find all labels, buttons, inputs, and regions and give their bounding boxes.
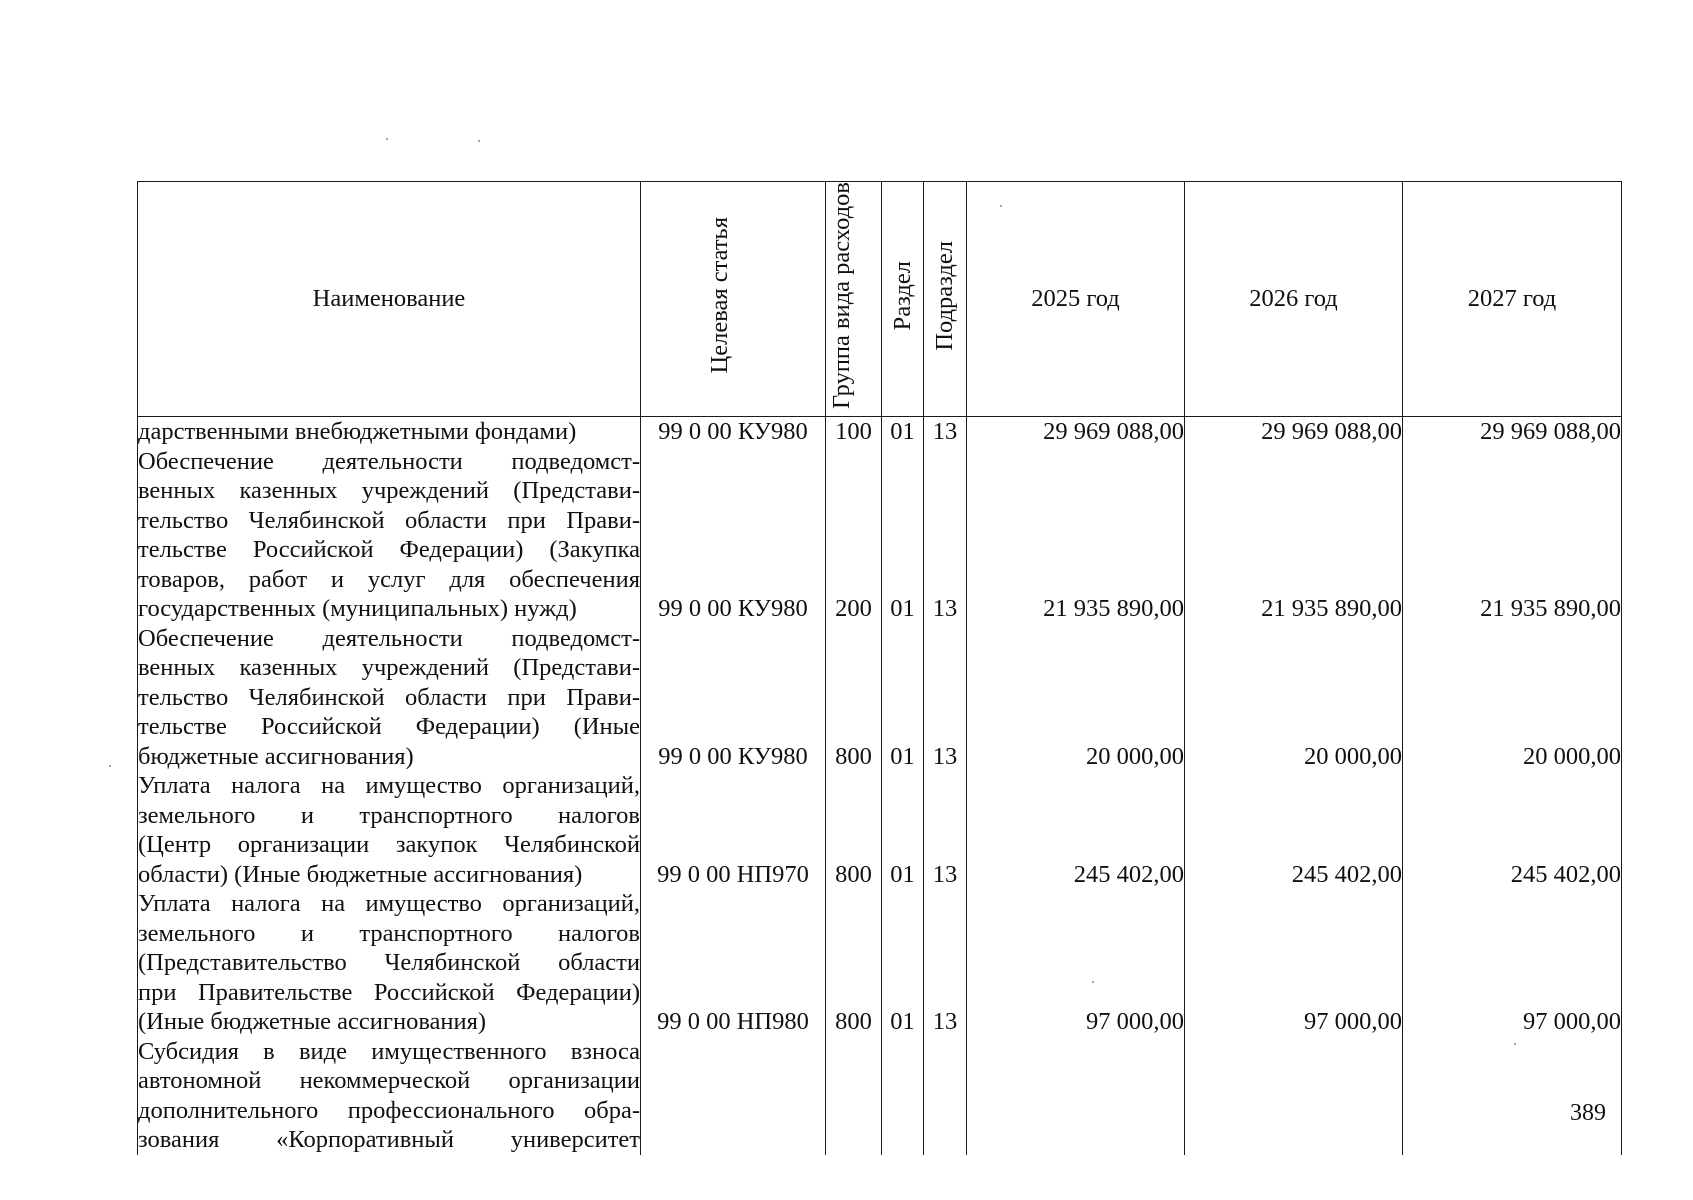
row-name-line: области) (Иные бюджетные ассигнования) (138, 860, 583, 888)
row-amount-2025: 29 969 088,00 (967, 417, 1185, 447)
row-amount-2026: 97 000,00 (1185, 889, 1403, 1037)
row-section: 01 (882, 447, 924, 624)
header-year-2025: 2025 год (967, 182, 1185, 417)
row-subsection (924, 1037, 967, 1155)
row-amount-2025: 245 402,00 (967, 771, 1185, 889)
row-name-line: венных казенных учреждений (Представи- (138, 477, 640, 505)
header-year-2027: 2027 год (1403, 182, 1622, 417)
row-expense-group (826, 1037, 882, 1155)
row-name-line: венных казенных учреждений (Представи- (138, 654, 640, 682)
scan-speck (478, 140, 480, 142)
header-target-article: Целевая статья (641, 182, 826, 417)
budget-table (137, 181, 1622, 1155)
header-subsection: Подраздел (924, 182, 967, 417)
row-amount-2025: 21 935 890,00 (967, 447, 1185, 624)
row-amount-2026 (1185, 1037, 1403, 1155)
row-name-line: при Правительстве Российской Федерации) (138, 978, 640, 1006)
header-year-2026: 2026 год (1185, 182, 1403, 417)
row-subsection: 13 (924, 624, 967, 772)
row-expense-group: 800 (826, 624, 882, 772)
row-amount-2025: 97 000,00 (967, 889, 1185, 1037)
row-target-article: 99 0 00 НП980 (641, 889, 826, 1037)
row-name-line: земельного и транспортного налогов (138, 919, 640, 947)
header-expense-group: Группа вида расходов (826, 182, 882, 417)
table-row (138, 771, 1622, 889)
table-row (138, 624, 1622, 772)
row-name-line: товаров, работ и услуг для обеспечения (138, 565, 640, 593)
row-section: 01 (882, 889, 924, 1037)
row-expense-group: 800 (826, 889, 882, 1037)
header-name: Наименование (138, 182, 641, 417)
row-amount-2025: 20 000,00 (967, 624, 1185, 772)
row-name-line: Обеспечение деятельности подведомст- (138, 447, 640, 475)
row-name (138, 889, 641, 1037)
row-name (138, 1037, 641, 1155)
row-name-line: Субсидия в виде имущественного взноса (138, 1037, 640, 1065)
row-amount-2027: 20 000,00 (1403, 624, 1622, 772)
row-section: 01 (882, 771, 924, 889)
row-amount-2027: 245 402,00 (1403, 771, 1622, 889)
row-target-article (641, 1037, 826, 1155)
row-name-line: Уплата налога на имущество организаций, (138, 772, 640, 800)
row-name-line: государственных (муниципальных) нужд) (138, 595, 577, 623)
row-name-line: Обеспечение деятельности подведомст- (138, 624, 640, 652)
row-name (138, 624, 641, 772)
row-name (138, 447, 641, 624)
row-name-line: зования «Корпоративный университет (138, 1126, 640, 1154)
row-section (882, 1037, 924, 1155)
row-name-line: тельстве Российской Федерации) (Иные (138, 713, 640, 741)
row-name (138, 417, 641, 447)
row-subsection: 13 (924, 889, 967, 1037)
row-amount-2027: 21 935 890,00 (1403, 447, 1622, 624)
row-name-line: тельство Челябинской области при Прави- (138, 506, 640, 534)
table-row (138, 1037, 1622, 1155)
row-name-line: (Иные бюджетные ассигнования) (138, 1008, 487, 1036)
row-amount-2027: 97 000,00 (1403, 889, 1622, 1037)
row-name (138, 771, 641, 889)
row-amount-2026: 20 000,00 (1185, 624, 1403, 772)
row-name-line: земельного и транспортного налогов (138, 801, 640, 829)
row-expense-group: 100 (826, 417, 882, 447)
row-subsection: 13 (924, 447, 967, 624)
row-expense-group: 200 (826, 447, 882, 624)
row-name-line: тельстве Российской Федерации) (Закупка (138, 536, 640, 564)
row-amount-2026: 29 969 088,00 (1185, 417, 1403, 447)
row-name-line: (Представительство Челябинской области (138, 949, 640, 977)
row-amount-2027 (1403, 1037, 1622, 1155)
page-number: 389 (1570, 1100, 1606, 1126)
row-target-article: 99 0 00 КУ980 (641, 624, 826, 772)
header-section: Раздел (882, 182, 924, 417)
scan-speck (386, 138, 388, 140)
row-section: 01 (882, 624, 924, 772)
row-name-line: (Центр организации закупок Челябинской (138, 831, 640, 859)
row-target-article: 99 0 00 КУ980 (641, 447, 826, 624)
row-name-line: дарственными внебюджетными фондами) (138, 418, 577, 446)
row-target-article: 99 0 00 КУ980 (641, 417, 826, 447)
table-row (138, 889, 1622, 1037)
row-amount-2026: 21 935 890,00 (1185, 447, 1403, 624)
row-section: 01 (882, 417, 924, 447)
row-name-line: тельство Челябинской области при Прави- (138, 683, 640, 711)
row-name-line: Уплата налога на имущество организаций, (138, 890, 640, 918)
table-header-row (138, 182, 1622, 417)
row-name-line: автономной некоммерческой организации (138, 1067, 640, 1095)
row-name-line: дополнительного профессионального обра- (138, 1096, 640, 1124)
row-amount-2026: 245 402,00 (1185, 771, 1403, 889)
row-expense-group: 800 (826, 771, 882, 889)
row-target-article: 99 0 00 НП970 (641, 771, 826, 889)
row-name-line: бюджетные ассигнования) (138, 742, 414, 770)
scan-speck (109, 765, 111, 767)
row-amount-2025 (967, 1037, 1185, 1155)
table-row (138, 447, 1622, 624)
table-row (138, 417, 1622, 447)
row-subsection: 13 (924, 417, 967, 447)
row-amount-2027: 29 969 088,00 (1403, 417, 1622, 447)
row-subsection: 13 (924, 771, 967, 889)
